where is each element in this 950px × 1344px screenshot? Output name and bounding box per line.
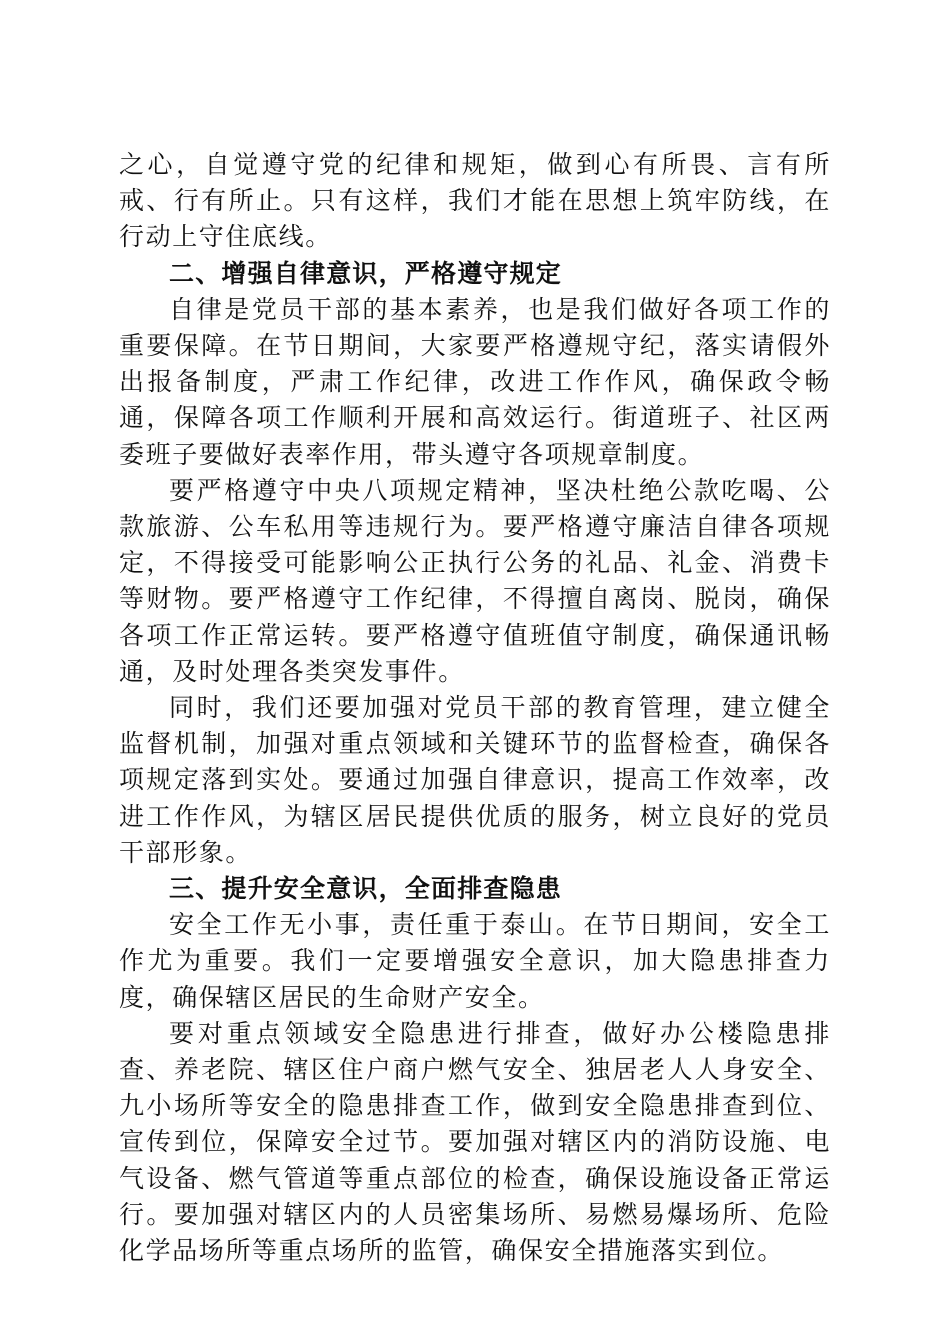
paragraph-supervision: 同时，我们还要加强对党员干部的教育管理，建立健全监督机制，加强对重点领域和关键环节的监督检查，确保各项规定落到实处。要通过加强自律意识，提高工作效率，改进工作作风，为辖区居民提供优质的服务，树立良好的党员干部形象。: [119, 693, 831, 867]
paragraph-safety-intro: 安全工作无小事，责任重于泰山。在节日期间，安全工作尤为重要。我们一定要增强安全意识，加大隐患排查力度，确保辖区居民的生命财产安全。: [119, 910, 831, 1012]
paragraph-continuation: 之心，自觉遵守党的纪律和规矩，做到心有所畏、言有所戒、行有所止。只有这样，我们才能在思想上筑牢防线，在行动上守住底线。: [119, 150, 831, 252]
document-body: [119, 147, 831, 1269]
section-heading-3: 三、提升安全意识，全面排查隐患: [169, 874, 563, 904]
paragraph-hazard-inspection: 要对重点领域安全隐患进行排查，做好办公楼隐患排查、养老院、辖区住户商户燃气安全、独居老人人身安全、九小场所等安全的隐患排查工作，做到安全隐患排查到位、宣传到位，保障安全过节。要加强对辖区内的消防设施、电气设备、燃气管道等重点部位的检查，确保设施设备正常运行。要加强对辖区内的人员密集场所、易燃易爆场所、危险化学品场所等重点场所的监管，确保安全措施落实到位。: [119, 1018, 831, 1266]
paragraph-eight-rules: 要严格遵守中央八项规定精神，坚决杜绝公款吃喝、公款旅游、公车私用等违规行为。要严格遵守廉洁自律各项规定，不得接受可能影响公正执行公务的礼品、礼金、消费卡等财物。要严格遵守工作纪律，不得擅自离岗、脱岗，确保各项工作正常运转。要严格遵守值班值守制度，确保通讯畅通，及时处理各类突发事件。: [119, 475, 831, 686]
paragraph-self-discipline: 自律是党员干部的基本素养，也是我们做好各项工作的重要保障。在节日期间，大家要严格遵规守纪，落实请假外出报备制度，严肃工作纪律，改进工作作风，确保政令畅通，保障各项工作顺利开展和高效运行。街道班子、社区两委班子要做好表率作用，带头遵守各项规章制度。: [119, 294, 831, 469]
section-heading-2: 二、增强自律意识，严格遵守规定: [169, 258, 563, 288]
